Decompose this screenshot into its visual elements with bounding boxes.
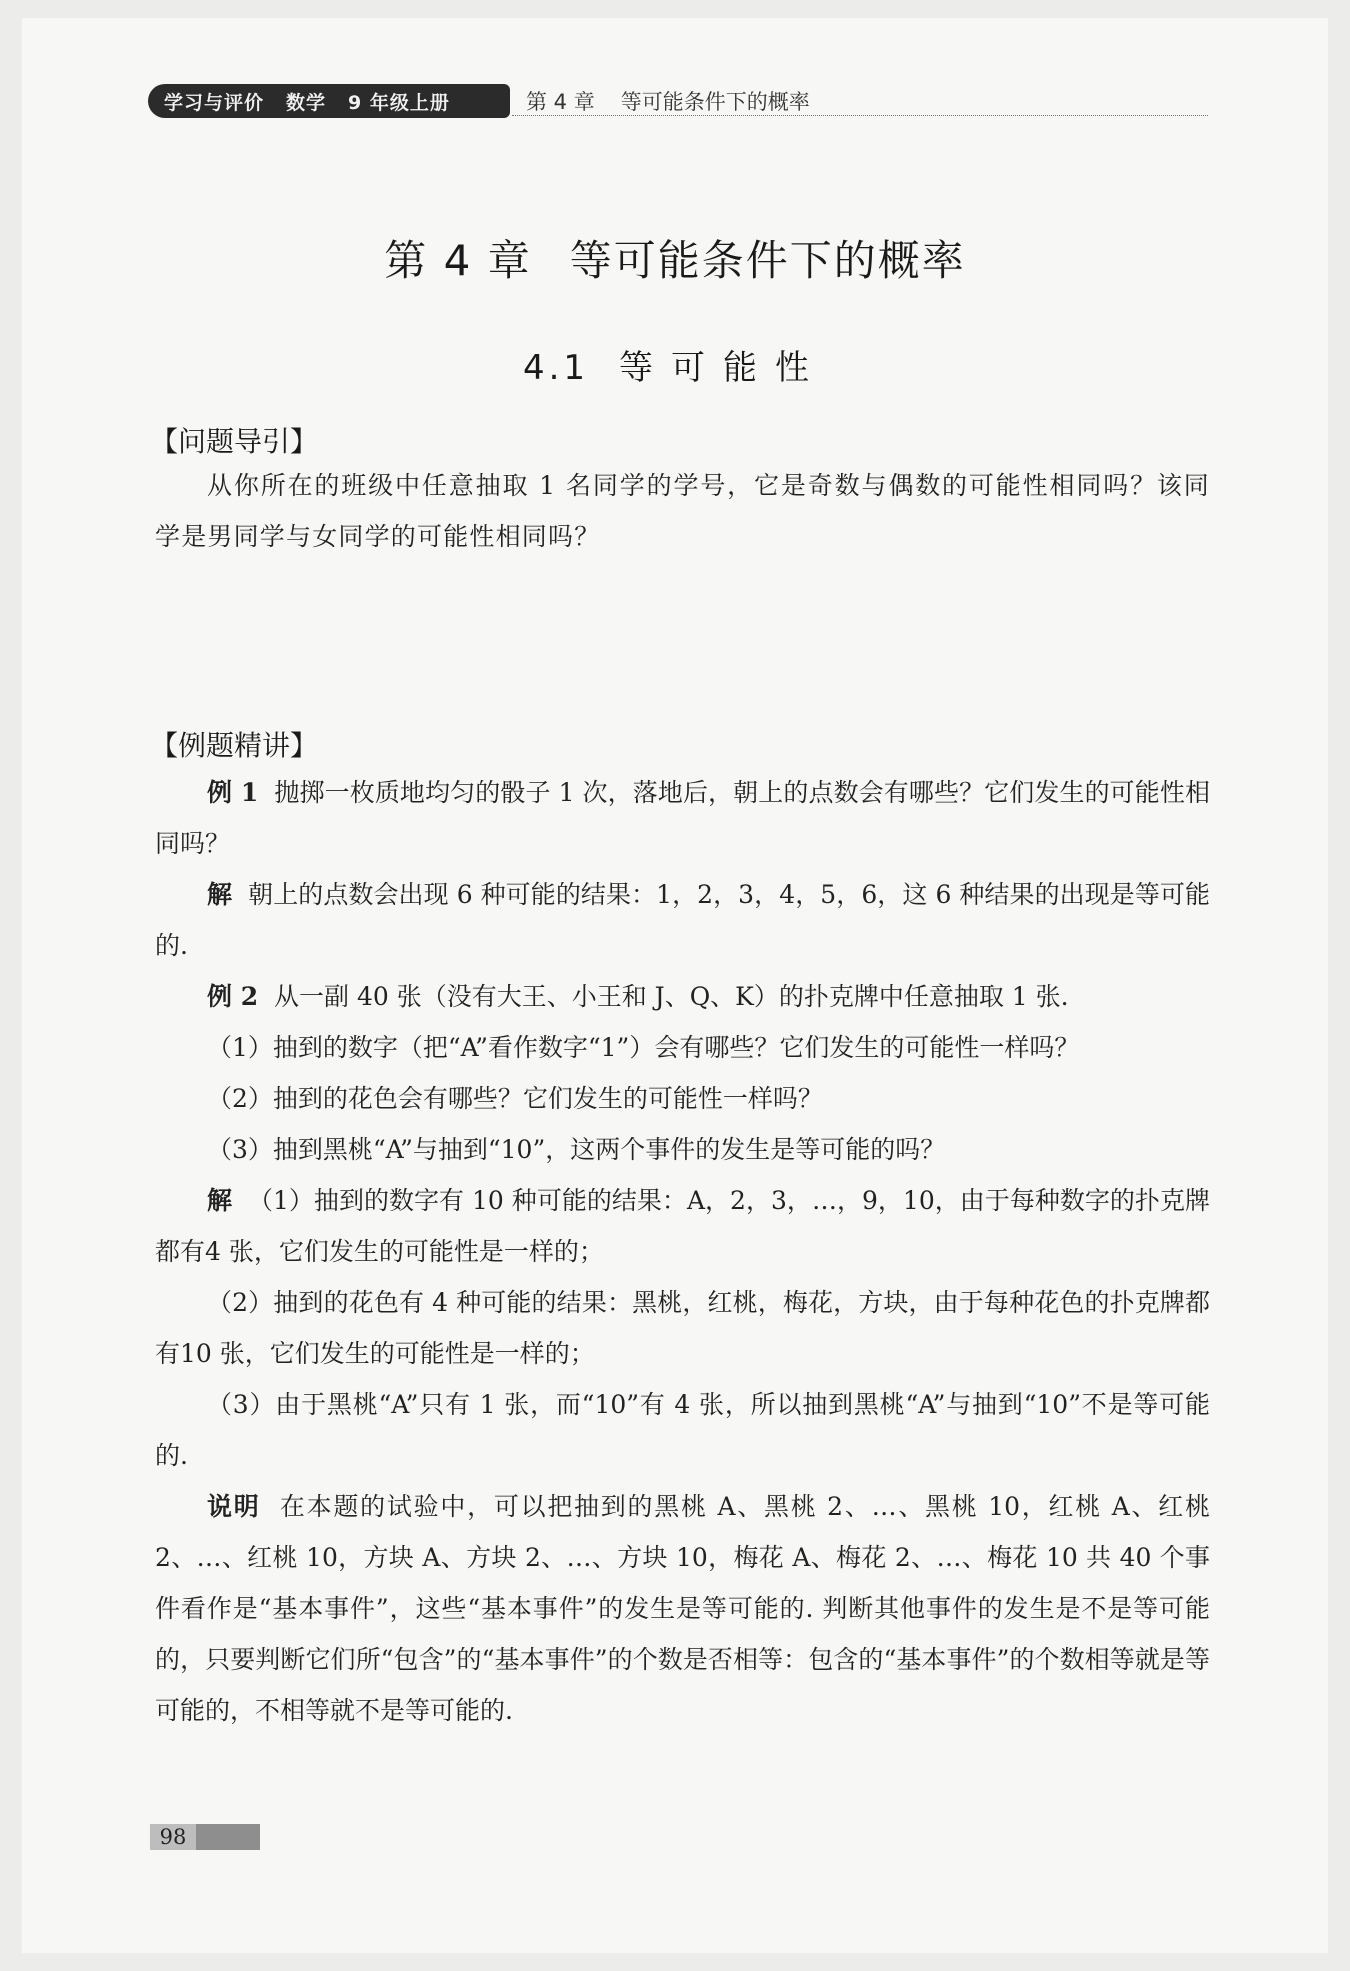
solution-1-text: 朝上的点数会出现 6 种可能的结果：1，2，3，4，5，6，这 6 种结果的出现是等可能的. bbox=[155, 880, 1210, 960]
section-title-number: 4.1 bbox=[522, 348, 590, 388]
example-1-text: 抛掷一枚质地均匀的骰子 1 次，落地后，朝上的点数会有哪些？它们发生的可能性相同吗？ bbox=[155, 778, 1210, 858]
example-2-question-2: （2）抽到的花色会有哪些？它们发生的可能性一样吗？ bbox=[207, 1084, 823, 1113]
solution-2-answer-2: （2）抽到的花色有 4 种可能的结果：黑桃，红桃，梅花，方块，由于每种花色的扑克牌都有10 张，它们发生的可能性是一样的； bbox=[155, 1288, 1210, 1368]
example-2-question-3: （3）抽到黑桃“A”与抽到“10”，这两个事件的发生是等可能的吗？ bbox=[207, 1135, 946, 1164]
example-2-text: 从一副 40 张（没有大王、小王和 J、Q、K）的扑克牌中任意抽取 1 张. bbox=[274, 982, 1069, 1011]
solution-2-answer-3: （3）由于黑桃“A”只有 1 张，而“10”有 4 张，所以抽到黑桃“A”与抽到“10”不是等可能的. bbox=[155, 1390, 1210, 1470]
running-header-chapter bbox=[526, 84, 810, 118]
header-book-series: 学习与评价 bbox=[164, 91, 265, 114]
header-divider bbox=[512, 115, 1208, 116]
note bbox=[155, 1481, 1210, 1736]
example-2-question-1: （1）抽到的数字（把“A”看作数字“1”）会有哪些？它们发生的可能性一样吗？ bbox=[207, 1033, 1080, 1062]
page-number-tab bbox=[150, 1824, 260, 1850]
header-chapter-label: 第 4 章 bbox=[526, 90, 595, 114]
problem-intro-heading: 【问题导引】 bbox=[150, 425, 319, 458]
running-header-book-label bbox=[148, 84, 510, 118]
examples-heading: 【例题精讲】 bbox=[150, 729, 319, 762]
example-2 bbox=[155, 971, 1210, 1022]
example-1-label: 例 1 bbox=[207, 778, 259, 807]
chapter-title-name: 等可能条件下的概率 bbox=[569, 236, 966, 285]
problem-intro-text: 从你所在的班级中任意抽取 1 名同学的学号，它是奇数与偶数的可能性相同吗？该同学是男同学与女同学的可能性相同吗？ bbox=[155, 471, 1210, 551]
solution-1 bbox=[155, 869, 1210, 971]
solution-1-label: 解 bbox=[207, 880, 233, 909]
chapter-title bbox=[0, 228, 1350, 288]
solution-2-answer-1 bbox=[155, 1175, 1210, 1277]
section-title-name: 等可能性 bbox=[619, 348, 828, 388]
chapter-title-number: 第 4 章 bbox=[384, 236, 532, 285]
example-2-label: 例 2 bbox=[207, 982, 259, 1011]
note-text: 在本题的试验中，可以把抽到的黑桃 A、黑桃 2、…、黑桃 10，红桃 A、红桃 2、…、红桃 10，方块 A、方块 2、…、方块 10，梅花 A、梅花 2、…、梅花 10 共 40 个事件看作是“基本事件”，这些“基本事件”的发生是等可能的. 判断其他事件的发生是不是等可能的，只要判断它们所“包含”的“基本事件”的个数是否相等：包含的“基本事件”的个数相等就是等可能的，不相等就不是等可能的. bbox=[155, 1492, 1210, 1725]
header-subject: 数学 bbox=[286, 91, 327, 114]
header-grade: 9 年级上册 bbox=[348, 91, 450, 114]
example-1 bbox=[155, 767, 1210, 869]
note-label: 说明 bbox=[207, 1492, 261, 1521]
header-chapter-name: 等可能条件下的概率 bbox=[620, 90, 810, 114]
section-title bbox=[0, 340, 1350, 389]
solution-2-label: 解 bbox=[207, 1186, 233, 1215]
solution-2-answer-1-text: （1）抽到的数字有 10 种可能的结果：A，2，3，…，9，10，由于每种数字的扑克牌都有4 张，它们发生的可能性是一样的； bbox=[155, 1186, 1210, 1266]
page-number: 98 bbox=[150, 1824, 196, 1850]
